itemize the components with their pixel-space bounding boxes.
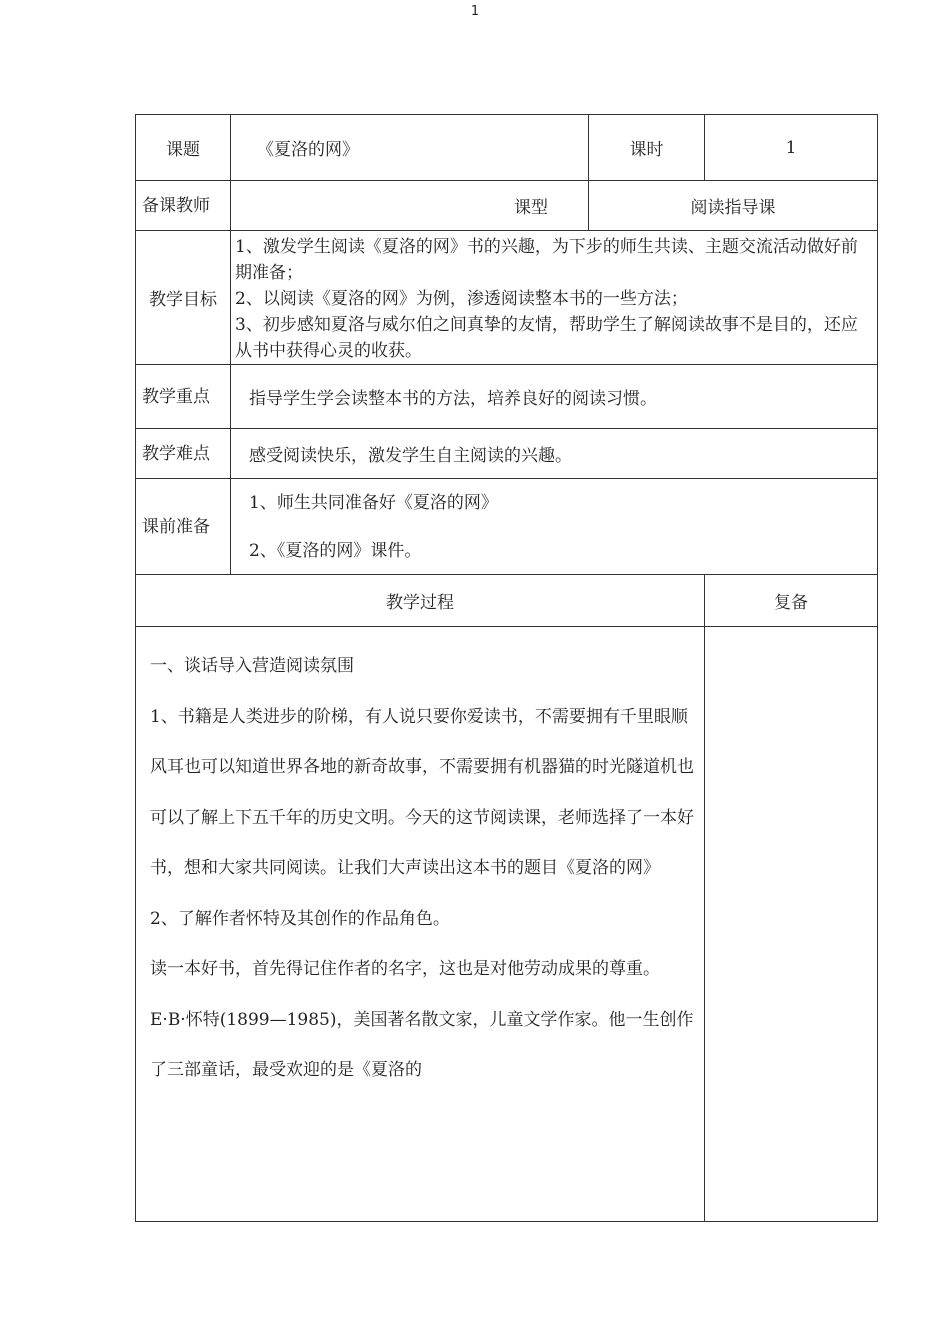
goal-item: 1、激发学生阅读《夏洛的网》书的兴趣，为下步的师生共读、主题交流活动做好前期准备； <box>235 237 858 283</box>
goal-item: 3、初步感知夏洛与威尔伯之间真挚的友情，帮助学生了解阅读故事不是目的，还应从书中获得心灵的收获。 <box>235 315 858 361</box>
process-header: 教学过程 <box>136 575 705 627</box>
process-paragraph: 1、书籍是人类进步的阶梯，有人说只要你爱读书，不需要拥有千里眼顺风耳也可以知道世界各地的新奇故事，不需要拥有机器猫的时光隧道机也可以了解上下五千年的历史文明。今天的这节阅读课，老师选择了一本好书，想和大家共同阅读。让我们大声读出这本书的题目《夏洛的网》 <box>150 706 694 878</box>
review-content <box>705 627 878 1222</box>
process-paragraph: 2、了解作者怀特及其创作的作品角色。 <box>150 908 450 929</box>
goal-item: 2、以阅读《夏洛的网》为例，渗透阅读整本书的一些方法； <box>235 289 688 309</box>
period-value: 1 <box>705 115 878 181</box>
topic-label: 课题 <box>136 115 231 181</box>
difficulty-row <box>136 429 878 479</box>
topic-row <box>136 115 878 181</box>
process-heading: 一、谈话导入营造阅读氛围 <box>150 656 354 676</box>
prep-row <box>136 479 878 575</box>
key-value: 指导学生学会读整本书的方法，培养良好的阅读习惯。 <box>231 365 878 429</box>
prep-item: 2、《夏洛的网》课件。 <box>249 540 422 561</box>
difficulty-label: 教学难点 <box>136 429 231 479</box>
key-row <box>136 365 878 429</box>
page-number: 1 <box>470 4 480 19</box>
topic-value: 《夏洛的网》 <box>231 115 589 181</box>
key-label: 教学重点 <box>136 365 231 429</box>
process-content <box>136 627 705 1222</box>
type-value: 阅读指导课 <box>589 181 878 231</box>
goals-label: 教学目标 <box>136 231 231 365</box>
process-header-row <box>136 575 878 627</box>
review-header: 复备 <box>705 575 878 627</box>
prep-cell <box>231 479 878 575</box>
period-label: 课时 <box>589 115 705 181</box>
teacher-row <box>136 181 878 231</box>
process-paragraph: 读一本好书，首先得记住作者的名字，这也是对他劳动成果的尊重。 <box>150 959 660 979</box>
prep-label: 课前准备 <box>136 479 231 575</box>
teacher-label: 备课教师 <box>136 181 231 231</box>
goals-row <box>136 231 878 365</box>
lesson-plan-table <box>135 114 878 1222</box>
goals-cell <box>231 231 878 365</box>
difficulty-value: 感受阅读快乐，激发学生自主阅读的兴趣。 <box>231 429 878 479</box>
process-paragraph: E·B·怀特(1899—1985)，美国著名散文家，儿童文学作家。他一生创作了三部童话，最受欢迎的是《夏洛的 <box>150 1009 694 1080</box>
prep-item: 1、师生共同准备好《夏洛的网》 <box>249 492 498 513</box>
type-label: 课型 <box>231 181 589 231</box>
process-row <box>136 627 878 1222</box>
